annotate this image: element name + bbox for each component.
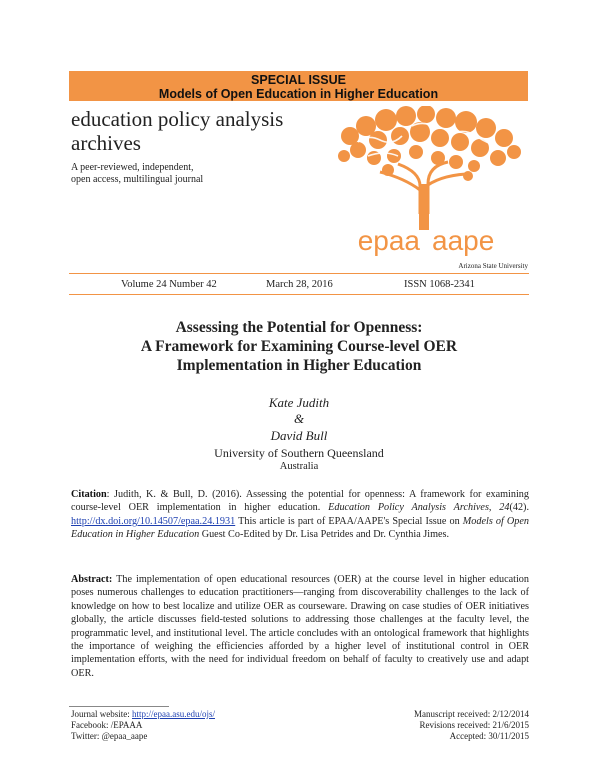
accepted-date: Accepted: 30/11/2015 <box>449 731 529 741</box>
special-issue-banner <box>69 71 528 101</box>
citation-label: Citation <box>71 489 107 500</box>
author-2: David Bull <box>270 428 328 443</box>
issue-issn: ISSN 1068-2341 <box>404 279 475 290</box>
banner-line-2: Models of Open Education in Higher Education <box>158 87 439 101</box>
citation-text-2: (42). <box>509 502 529 514</box>
journal-title-line-1: education policy analysis <box>71 107 284 131</box>
top-divider <box>69 273 529 274</box>
footer-website-label: Journal website: <box>71 709 132 719</box>
author-country: Australia <box>279 461 319 472</box>
citation-paragraph <box>71 488 529 542</box>
abstract-text: The implementation of open educational resources (OER) at the course level in higher education poses numerous challenges to education practitioners—ranging from discoverability challenges to the lack of knowledge on how to best localize and utilize OER as courseware. Drawing on case studies of OER initiatives globally, the article discusses field-tested solutions to addressing those challenges at the faculty level, the programmatic level, and institutional level. The article concludes with an ontological framework that highlights the importance of weighing the efficiencies afforded by a higher level of institutional control in OER implementation efforts, with the need for individual freedom on behalf of faculty to creatively use and adapt OER. <box>71 574 529 679</box>
article-title <box>69 318 529 375</box>
author-ampersand: & <box>293 411 305 426</box>
article-title-line-3: Implementation in Higher Education <box>176 357 422 374</box>
banner-line-1: SPECIAL ISSUE <box>251 73 346 87</box>
issue-volume: Volume 24 Number 42 <box>121 279 217 290</box>
logo-text-epaa: epaa <box>357 225 420 256</box>
author-1: Kate Judith <box>268 395 330 410</box>
abstract-paragraph <box>71 573 529 680</box>
footer-left <box>71 709 215 742</box>
abstract-label: Abstract: <box>71 574 113 585</box>
citation-issue-name: Models of Open Education in Higher Education <box>71 515 529 541</box>
journal-tagline <box>71 162 203 186</box>
citation-text-4: Guest Co-Edited by Dr. Lisa Petrides and Dr. Cynthia Jimes. <box>199 529 450 541</box>
footer-right <box>414 709 529 742</box>
issue-date: March 28, 2016 <box>266 279 333 290</box>
article-title-line-2: A Framework for Examining Course-level OER <box>140 338 458 355</box>
university-label: Arizona State University <box>458 262 528 270</box>
manuscript-received: Manuscript received: 2/12/2014 <box>414 709 529 719</box>
epaa-tree-logo <box>328 106 530 258</box>
footer-website <box>71 709 215 720</box>
journal-tagline-line-1: A peer-reviewed, independent, <box>71 162 194 173</box>
journal-title-line-2: archives <box>71 131 141 155</box>
footer-divider <box>69 706 169 707</box>
journal-website-link[interactable]: http://epaa.asu.edu/ojs/ <box>132 709 215 719</box>
revisions-received: Revisions received: 21/6/2015 <box>419 720 529 730</box>
article-title-line-1: Assessing the Potential for Openness: <box>175 319 423 336</box>
journal-tagline-line-2: open access, multilingual journal <box>71 174 204 185</box>
citation-text-3: This article is part of EPAA/AAPE's Special Issue on <box>235 515 463 527</box>
footer-facebook: Facebook: /EPAAA <box>71 720 143 730</box>
citation-text-1: : Judith, K. & Bull, D. (2016). Assessing the potential for openness: A framework for examining course-level OER implementation in higher education. <box>71 489 529 514</box>
footer-twitter: Twitter: @epaa_aape <box>71 731 148 741</box>
bottom-divider <box>69 294 529 295</box>
citation-doi-link[interactable]: http://dx.doi.org/10.14507/epaa.24.1931 <box>71 515 236 527</box>
citation-journal: Education Policy Analysis Archives, 24 <box>328 502 510 514</box>
logo-text-aape: aape <box>432 225 495 256</box>
author-affiliation: University of Southern Queensland <box>214 446 384 460</box>
journal-title <box>71 107 283 155</box>
